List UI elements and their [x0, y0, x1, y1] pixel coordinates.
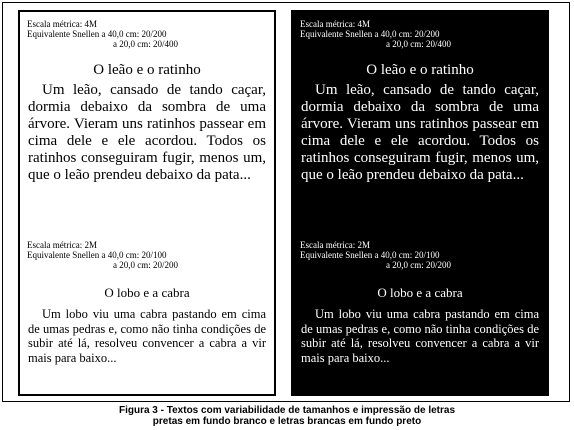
snellen-20cm-label: a 20,0 cm: 20/200 [386, 260, 451, 270]
story-paragraph: Um lobo viu uma cabra pastando em cima de umas pedras e, como não tinha condições de subir até lá, resolveu convencer a cabra a vir mais para baixo... [28, 307, 266, 365]
story-paragraph: Um leão, cansado de tando caçar, dormia debaixo da sombra de uma árvore. Vieram uns ratinhos passear em cima dele e ele acordou. Todos os ratinhos conseguiram fugir, menos um, que o leão prendeu debaixo da pata... [301, 82, 539, 183]
panel-white-on-black [291, 10, 549, 396]
snellen-40cm-label: Equivalente Snellen a 40,0 cm: 20/100 [300, 250, 440, 260]
panel-black-on-white [18, 10, 276, 396]
story-text-leao [28, 82, 266, 184]
story-title-leao: O leão e o ratinho [366, 62, 474, 78]
snellen-20cm-label: a 20,0 cm: 20/400 [386, 39, 451, 49]
caption-line-2: pretas em fundo branco e letras brancas em fundo preto [152, 416, 422, 427]
caption-line-1: Figura 3 - Textos com variabilidade de tamanhos e impressão de letras [118, 405, 456, 416]
story-title-lobo: O lobo e a cabra [104, 285, 190, 300]
snellen-40cm-label: Equivalente Snellen a 40,0 cm: 20/200 [27, 29, 167, 39]
scale-info-2m [300, 240, 451, 270]
metric-scale-label: Escala métrica: 4M [300, 19, 370, 29]
metric-scale-label: Escala métrica: 4M [27, 19, 97, 29]
story-text-leao [301, 82, 539, 184]
snellen-40cm-label: Equivalente Snellen a 40,0 cm: 20/200 [300, 29, 440, 39]
metric-scale-label: Escala métrica: 2M [300, 240, 370, 250]
scale-info-2m [27, 240, 178, 270]
scale-info-4m [27, 19, 178, 49]
story-title-leao: O leão e o ratinho [93, 62, 201, 78]
scale-info-4m [300, 19, 451, 49]
story-title-lobo: O lobo e a cabra [377, 285, 463, 300]
story-text-lobo [28, 307, 266, 365]
figure-frame [2, 2, 570, 402]
story-paragraph: Um lobo viu uma cabra pastando em cima de umas pedras e, como não tinha condições de subir até lá, resolveu convencer a cabra a vir mais para baixo... [301, 307, 539, 365]
snellen-20cm-label: a 20,0 cm: 20/200 [113, 260, 178, 270]
snellen-40cm-label: Equivalente Snellen a 40,0 cm: 20/100 [27, 250, 167, 260]
figure-caption [0, 405, 574, 427]
metric-scale-label: Escala métrica: 2M [27, 240, 97, 250]
snellen-20cm-label: a 20,0 cm: 20/400 [113, 39, 178, 49]
story-text-lobo [301, 307, 539, 365]
story-paragraph: Um leão, cansado de tando caçar, dormia debaixo da sombra de uma árvore. Vieram uns ratinhos passear em cima dele e ele acordou. Todos os ratinhos conseguiram fugir, menos um, que o leão prendeu debaixo da pata... [28, 82, 266, 183]
